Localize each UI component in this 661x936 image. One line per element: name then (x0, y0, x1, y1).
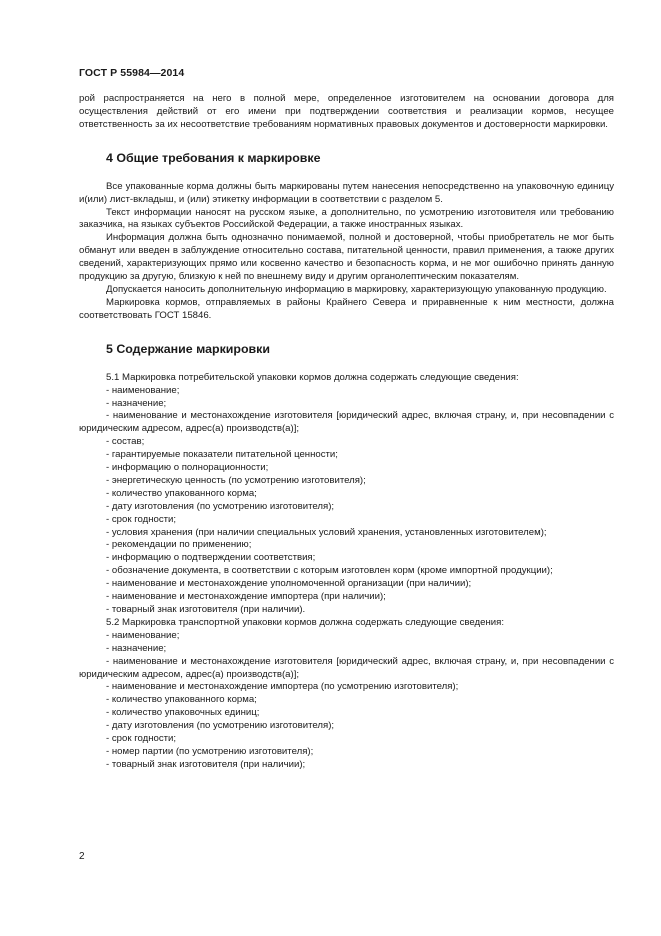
list-item: - обозначение документа, в соответствии с которым изготовлен корм (кроме импортной продукции); (106, 565, 553, 577)
list-item: - энергетическую ценность (по усмотрению изготовителя); (106, 474, 366, 486)
list-item: - наименование и местонахождение изготовителя [юридический адрес, включая страну, и, при несовпадении с юридическим адресом, адрес(а) производств(а)]; (79, 655, 614, 680)
list-item: - назначение; (106, 397, 167, 409)
page-body (79, 93, 614, 772)
list-item: - наименование и местонахождение уполномоченной организации (при наличии); (106, 578, 472, 590)
list-item: - дату изготовления (по усмотрению изготовителя); (106, 720, 335, 732)
list-item: - рекомендации по применению; (106, 539, 252, 551)
list-item: - наименование и местонахождение изготовителя [юридический адрес, включая страну, и, при несовпадении с юридическим адресом, адрес(а) производств(а)]; (79, 410, 614, 435)
list-item: - количество упакованного корма; (106, 694, 257, 706)
clause-5-2-intro: 5.2 Маркировка транспортной упаковки кормов должна содержать следующие сведения: (106, 616, 504, 628)
list-item: - товарный знак изготовителя (при наличии); (106, 758, 306, 770)
intro-paragraph: рой распространяется на него в полной мере, определенное изготовителем на основании договора для осуществления действий от его имени при подтверждении соответствия и реализации кормов, несущее ответственность за их несоответствие требованиям нормативных правовых документов и достоверности маркировки. (79, 93, 614, 130)
list-item: - номер партии (по усмотрению изготовителя); (106, 745, 314, 757)
section-4-paragraph: Текст информации наносят на русском языке, а дополнительно, по усмотрению изготовителя или требованию заказчика, на языках субъектов Российской Федерации, а также иностранных языках. (79, 206, 614, 231)
list-item: - дату изготовления (по усмотрению изготовителя); (106, 500, 335, 512)
list-item: - наименование и местонахождение импортера (по усмотрению изготовителя); (106, 681, 459, 693)
list-item: - наименование; (106, 629, 180, 641)
section-4-paragraph: Информация должна быть однозначно понимаемой, полной и достоверной, чтобы приобретатель не мог быть обманут или введен в заблуждение относительно состава, питательной ценности, правил применения, а также других сведений, характеризующих прямо или косвенно качество и безопасность корма, и не мог ошибочно принять данную продукцию за другую, близкую к ней по внешнему виду и другим органолептическим показателям. (79, 232, 614, 283)
clause-5-1-intro: 5.1 Маркировка потребительской упаковки кормов должна содержать следующие сведения: (106, 371, 519, 383)
section-4-paragraph: Маркировка кормов, отправляемых в районы Крайнего Севера и приравненные к ним местности, должна соответствовать ГОСТ 15846. (79, 296, 614, 321)
list-item: - количество упакованного корма; (106, 487, 257, 499)
list-item: - товарный знак изготовителя (при наличии). (106, 604, 306, 615)
list-item: - срок годности; (106, 513, 177, 525)
document-header: ГОСТ Р 55984—2014 (79, 67, 185, 79)
list-item: - наименование; (106, 384, 180, 396)
list-item: - наименование и местонахождение импортера (при наличии); (106, 591, 386, 603)
page-number: 2 (79, 851, 85, 862)
section-4-heading: 4 Общие требования к маркировке (106, 150, 321, 165)
section-4-paragraph: Допускается наносить дополнительную информацию в маркировку, характеризующую упакованную продукцию. (106, 283, 607, 295)
section-5-heading: 5 Содержание маркировки (106, 341, 270, 356)
list-item: - состав; (106, 436, 145, 448)
list-item: - информацию о подтверждении соответствия; (106, 552, 316, 564)
section-4-paragraph: Все упакованные корма должны быть маркированы путем нанесения непосредственно на упаковочную единицу и(или) лист-вкладыш, и (или) этикетку информации в соответствии с разделом 5. (79, 180, 614, 205)
list-item: - условия хранения (при наличии специальных условий хранения, установленных изготовителем); (106, 526, 547, 538)
list-item: - срок годности; (106, 733, 177, 745)
list-item: - количество упаковочных единиц; (106, 707, 260, 719)
list-item: - гарантируемые показатели питательной ценности; (106, 449, 338, 461)
list-item: - назначение; (106, 642, 167, 654)
list-item: - информацию о полнорационности; (106, 462, 269, 474)
